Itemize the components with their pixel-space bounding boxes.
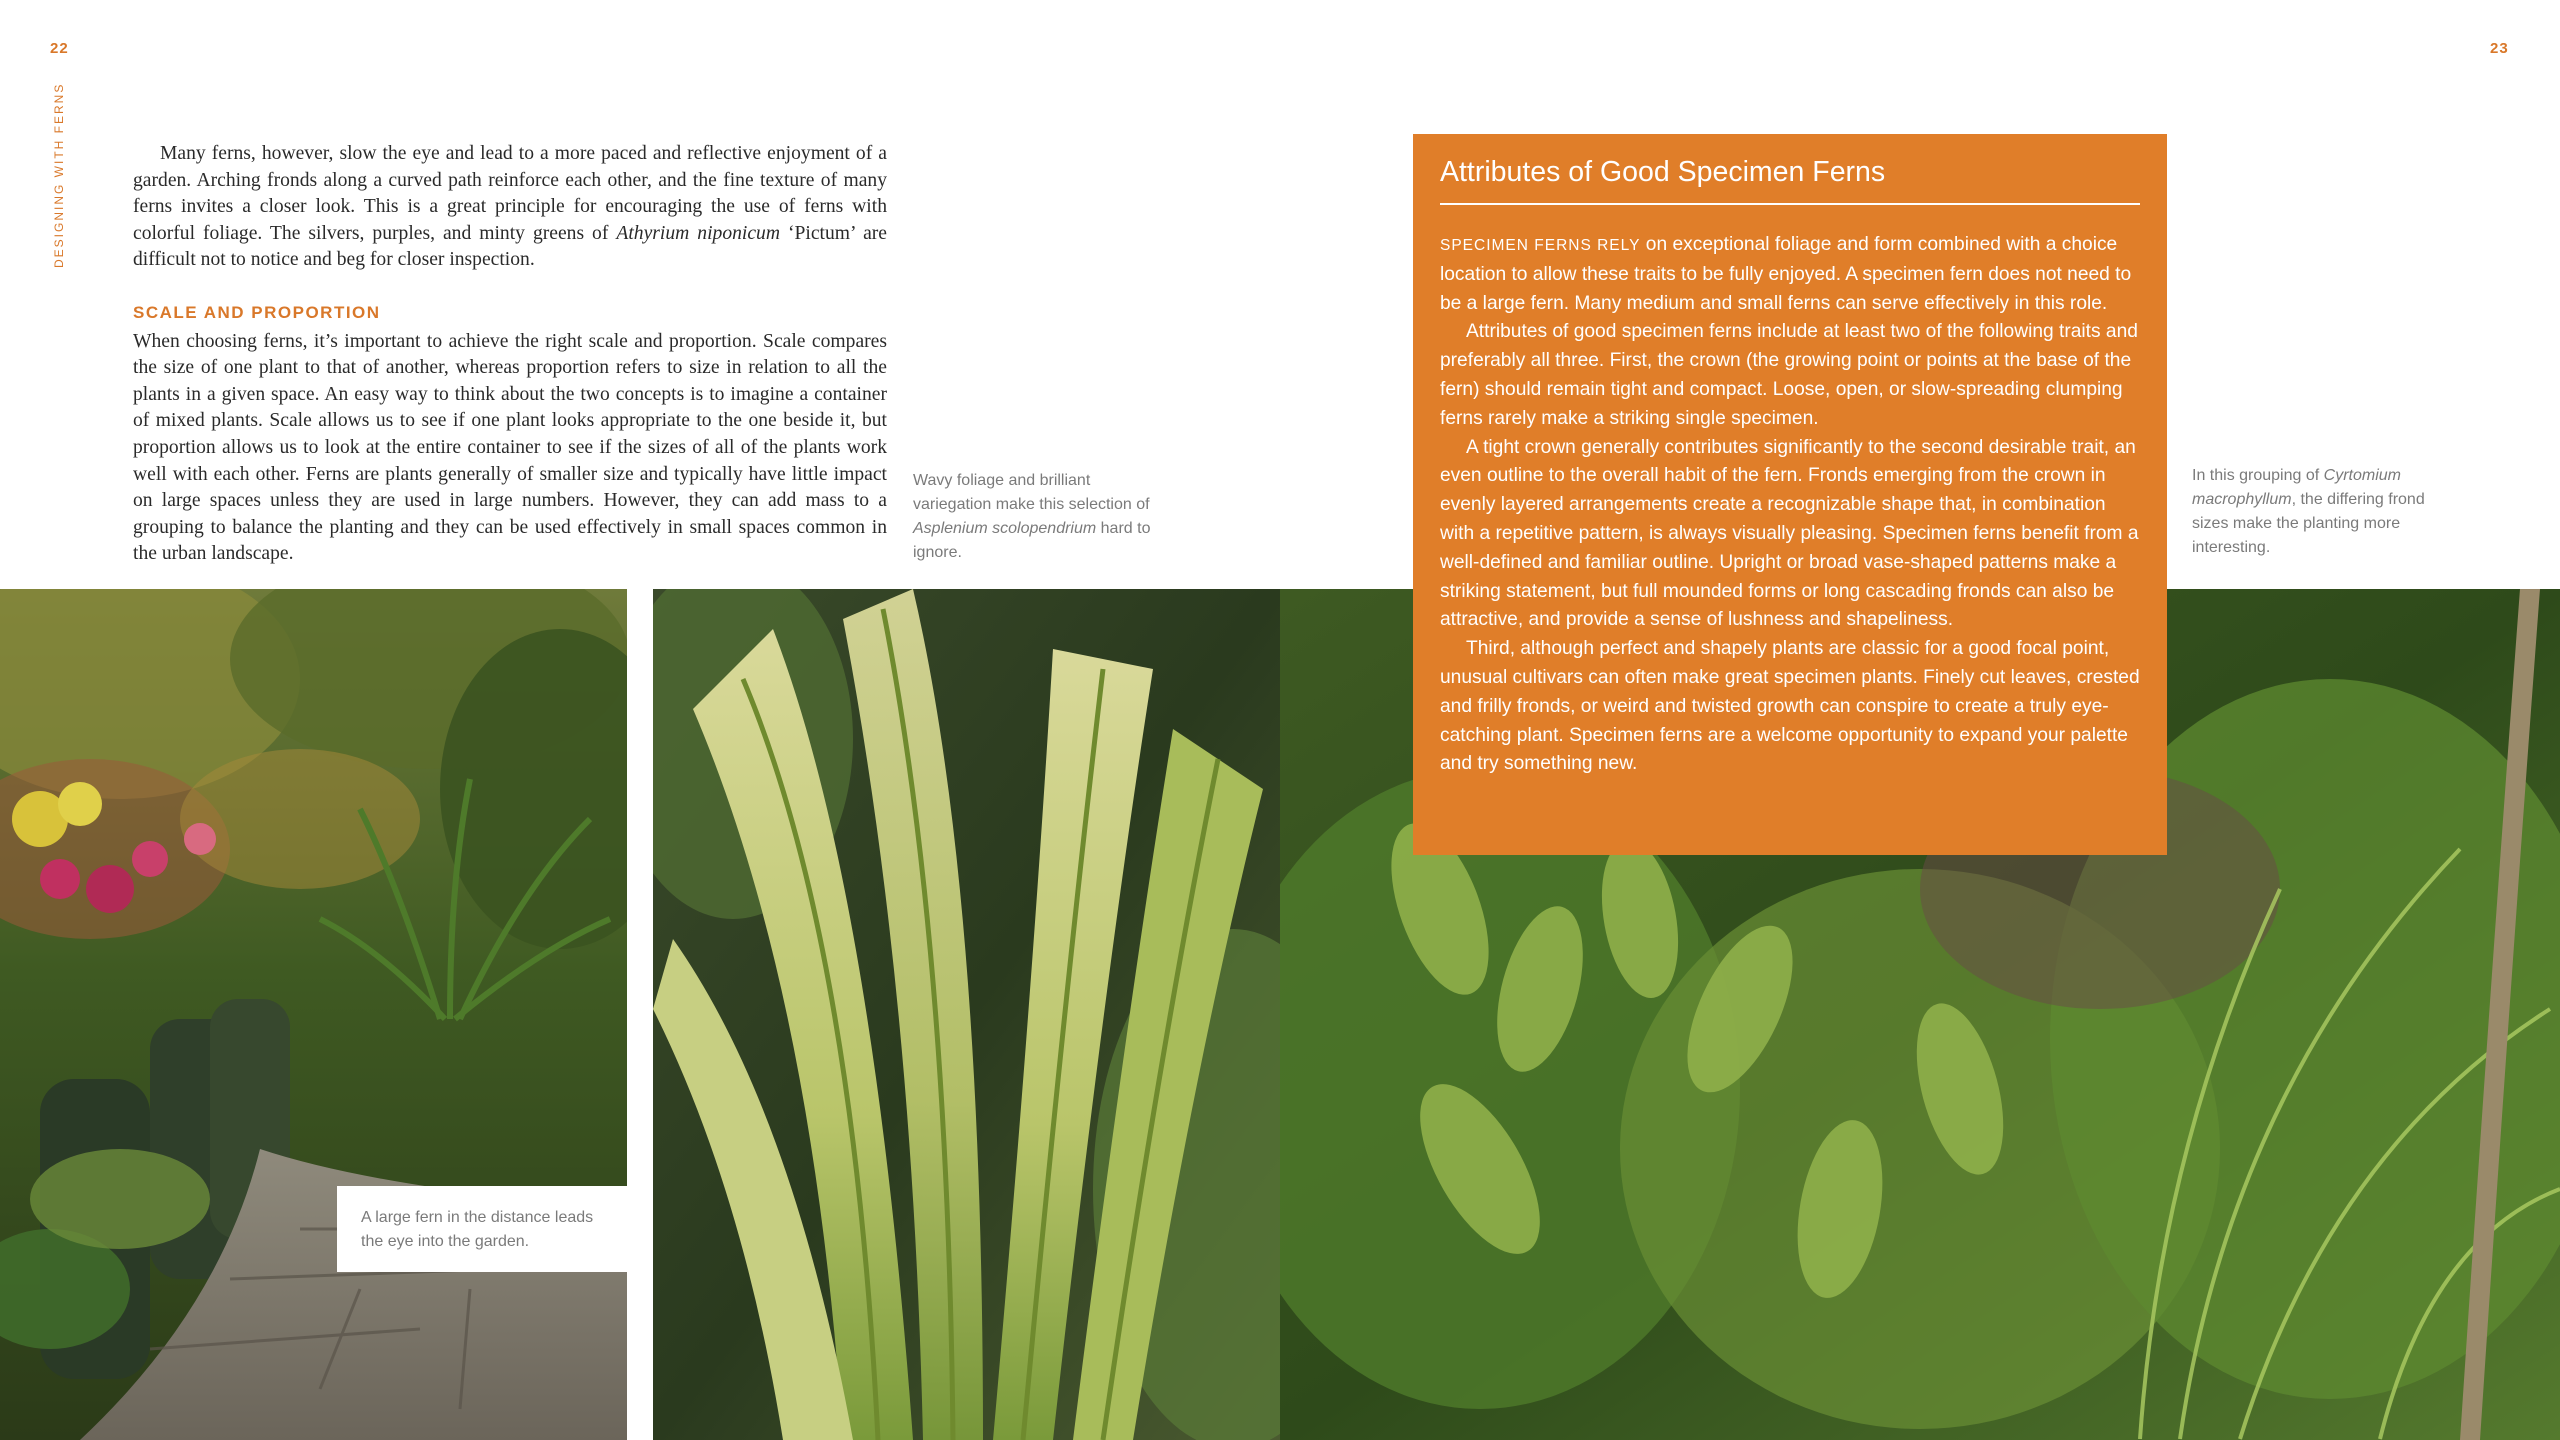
photo-garden-path xyxy=(0,589,627,1440)
sidebar-body xyxy=(1440,231,2140,779)
folio-left: 22 xyxy=(50,40,69,57)
sidebar-paragraph-1: SPECIMEN FERNS RELY on exceptional foliage and form combined with a choice location to allow these traits to be fully enjoyed. A specimen fern does not need to be a large fern. Many medium and small ferns can serve effectively in this role. xyxy=(1440,234,2132,314)
caption-cyrtomium: In this grouping of Cyrtomium macrophyllum, the differing frond sizes make the planting more interesting. xyxy=(2192,467,2425,556)
left-body-text xyxy=(133,141,887,568)
sidebar-title: Attributes of Good Specimen Ferns xyxy=(1440,156,1886,188)
sidebar-specimen-ferns xyxy=(1413,134,2167,855)
sidebar-paragraph-2: Attributes of good specimen ferns include at least two of the following traits and preferably all three. First, the crown (the growing point or points at the base of the fern) should remain tight and compact. Loose, open, or slow-spreading clumping ferns rarely make a striking single specimen. xyxy=(1440,321,2138,429)
section-paragraph: When choosing ferns, it’s important to achieve the right scale and proportion. Scale compares the size of one plant to that of another, whereas proportion refers to size in relation to all the plants in a given space. An easy way to think about the two concepts is to imagine a container of mixed plants. Scale allows us to see if one plant looks appropriate to the one beside it, but proportion allows us to look at the entire container to see if the sizes of all of the plants work well with each other. Ferns are plants generally of smaller size and typically have little impact on large spaces unless they are used in large numbers. However, they can add mass to a grouping to balance the planting and they can be used effectively in small spaces common in the urban landscape. xyxy=(133,330,887,565)
photo-asplenium xyxy=(653,589,1280,1440)
caption-asplenium: Wavy foliage and brilliant variegation make this selection of Asplenium scolopendrium hard to ignore. xyxy=(913,472,1151,561)
sidebar-paragraph-4: Third, although perfect and shapely plants are classic for a good focal point, unusual cultivars can often make great specimen plants. Finely cut leaves, crested and frilly fronds, or weird and twisted growth can conspire to create a truly eye-catching plant. Specimen ferns are a welcome opportunity to expand your palette and try something new. xyxy=(1440,638,2140,775)
intro-paragraph: Many ferns, however, slow the eye and lead to a more paced and reflective enjoyment of a garden. Arching fronds along a curved path reinforce each other, and the fine texture of many ferns invites a closer look. This is a great principle for encouraging the use of ferns with colorful foliage. The silvers, purples, and minty greens of Athyrium niponicum ‘Pictum’ are difficult not to notice and beg for closer inspection. xyxy=(133,143,887,271)
sidebar-divider xyxy=(1440,203,2140,205)
running-head: DESIGNING WITH FERNS xyxy=(52,82,66,268)
folio-right: 23 xyxy=(2490,40,2509,57)
caption-garden: A large fern in the distance leads the eye into the garden. xyxy=(337,1186,627,1272)
sidebar-paragraph-3: A tight crown generally contributes significantly to the second desirable trait, an even outline to the overall habit of the fern. Fronds emerging from the crown in evenly layered arrangements create a recognizable shape that, in combination with a repetitive pattern, is always visually pleasing. Specimen ferns benefit from a well-defined and familiar outline. Upright or broad vase-shaped patterns make a striking statement, but full mounded forms or long cascading fronds can also be attractive, and provide a sense of lushness and shapeliness. xyxy=(1440,436,2139,631)
section-heading: SCALE AND PROPORTION xyxy=(133,302,381,322)
